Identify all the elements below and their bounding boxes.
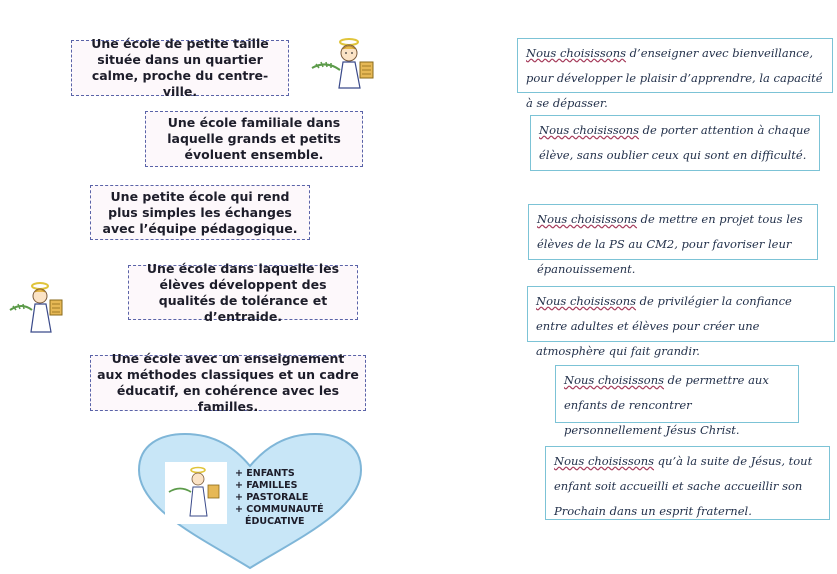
right-box-3-text: de mettre en projet tous les élèves de la PS au CM2, pour favoriser leur épanouissement.	[537, 212, 803, 276]
left-box-4-text: Une école dans laquelle les élèves développent des qualités de tolérance et d’entraide.	[146, 260, 340, 324]
right-box-1-lead: Nous choisissons	[526, 46, 627, 60]
left-box-4	[128, 260, 358, 324]
left-box-5	[90, 351, 366, 414]
right-box-5-lead: Nous choisissons	[564, 373, 665, 387]
left-box-1	[71, 36, 289, 99]
right-box-1	[517, 38, 833, 110]
left-box-3-text: Une petite école qui rend plus simples les échanges avec l’équipe pédagogique.	[102, 188, 298, 236]
heart-item: + FAMILLES	[235, 480, 298, 491]
right-box-5	[555, 365, 799, 437]
heart-item: ÉDUCATIVE	[245, 516, 305, 527]
angel-illustration	[308, 36, 388, 96]
right-box-6-lead: Nous choisissons	[554, 454, 655, 468]
left-box-2	[145, 111, 363, 167]
right-box-5-text: de permettre aux enfants de rencontrer personnellement Jésus Christ.	[564, 373, 769, 437]
angel-illustration	[8, 280, 78, 338]
right-box-4-text: de privilégier la confiance entre adultes et élèves pour créer une atmosphère qui fait grandir.	[536, 294, 792, 358]
right-box-6-text: qu’à la suite de Jésus, tout enfant soit accueilli et sache accueillir son Prochain dans un esprit fraternel.	[554, 454, 813, 518]
left-box-5-text: Une école avec un enseignement aux méthodes classiques et un cadre éducatif, en cohérence avec les familles.	[97, 351, 359, 414]
right-box-2-lead: Nous choisissons	[539, 123, 640, 137]
heart-item: + COMMUNAUTÉ	[235, 504, 324, 515]
right-box-2-text: de porter attention à chaque élève, sans oublier ceux qui sont en difficulté.	[539, 123, 811, 162]
right-box-4-lead: Nous choisissons	[536, 294, 637, 308]
heart-item: + PASTORALE	[235, 492, 309, 503]
right-box-6	[545, 446, 830, 520]
left-box-2-text: Une école familiale dans laquelle grands et petits évoluent ensemble.	[167, 115, 341, 162]
right-box-3-lead: Nous choisissons	[537, 212, 638, 226]
right-box-3	[528, 204, 818, 276]
right-box-4	[527, 286, 835, 358]
right-box-1-text: d’enseigner avec bienveillance, pour développer le plaisir d’apprendre, la capacité à se dépasser.	[526, 46, 823, 110]
left-box-3	[90, 185, 310, 240]
heart-list	[235, 468, 324, 528]
heart-item: + ENFANTS	[235, 468, 295, 479]
left-box-1-text: Une école de petite taille située dans un quartier calme, proche du centre-ville.	[91, 36, 269, 99]
right-box-2	[530, 115, 820, 171]
